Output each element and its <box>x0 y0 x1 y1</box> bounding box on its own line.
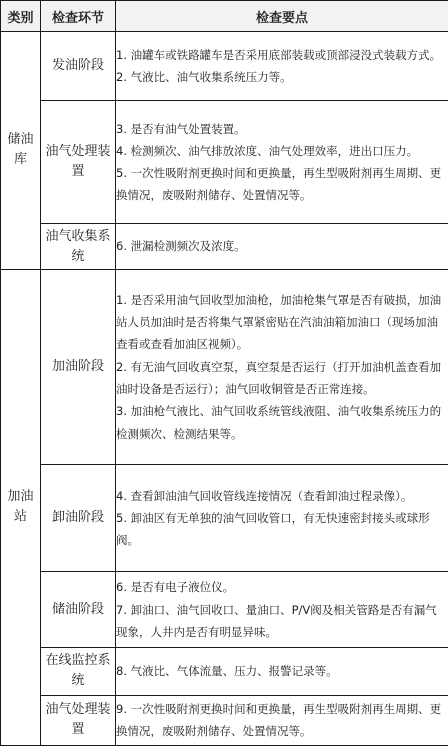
stage-cell: 油气处理装置 <box>41 100 116 223</box>
table-row <box>1 224 448 269</box>
points-cell <box>116 269 448 464</box>
check-point: 7. 卸油口、油气回收口、量油口、P/V阀及相关管路是否有漏气现象，人井内是否有明显异味。 <box>116 602 437 639</box>
points-cell <box>116 695 448 745</box>
points-cell <box>116 465 448 572</box>
stage-cell: 卸油阶段 <box>41 465 116 572</box>
check-point: 5. 一次性吸附剂更换时间和更换量，再生型吸附剂再生周期、更换情况，废吸附剂储存、处置情况等。 <box>116 166 442 203</box>
table-row <box>1 32 448 101</box>
table-row <box>1 100 448 223</box>
check-point: 6. 泄漏检测频次及浓度。 <box>116 239 246 254</box>
check-point: 2. 气液比、油气收集系统压力等。 <box>116 69 292 84</box>
stage-cell: 油气收集系统 <box>41 224 116 269</box>
check-point: 2. 有无油气回收真空泵，真空泵是否运行（打开加油机盖查看加油时设备是否运行）；油气回收铜管是否正常连接。 <box>116 359 442 397</box>
check-point: 6. 是否有电子液位仪。 <box>116 580 235 595</box>
table-row <box>1 695 448 745</box>
header-category: 类别 <box>1 1 41 32</box>
stage-cell: 加油阶段 <box>41 269 116 464</box>
points-cell <box>116 572 448 648</box>
category-cell <box>1 32 41 270</box>
header-row <box>1 1 448 32</box>
check-point: 4. 查看卸油油气回收管线连接情况（查看卸油过程录像）。 <box>116 488 413 503</box>
check-point: 3. 是否有油气处置装置。 <box>116 121 246 136</box>
points-cell <box>116 100 448 223</box>
table-row <box>1 572 448 648</box>
check-point: 8. 气液比、气体流量、压力、报警记录等。 <box>116 664 338 679</box>
table-row <box>1 648 448 695</box>
stage-cell: 储油阶段 <box>41 572 116 648</box>
points-cell <box>116 648 448 695</box>
category-cell <box>1 269 41 745</box>
category-label: 加油站 <box>7 489 34 525</box>
check-point: 5. 卸油区有无单独的油气回收管口，有无快速密封接头或球形阀。 <box>116 510 430 548</box>
header-stage: 检查环节 <box>41 1 116 32</box>
check-point: 9. 一次性吸附剂更换时间和更换量，再生型吸附剂再生周期、更换情况，废吸附剂储存、处置情况等。 <box>116 701 442 739</box>
check-point: 3. 加油枪气液比、油气回收系统管线液阻、油气收集系统压力的检测频次、检测结果等。 <box>116 404 442 441</box>
stage-cell: 在线监控系统 <box>41 648 116 695</box>
stage-cell: 发油阶段 <box>41 32 116 101</box>
category-label: 储油库 <box>7 132 34 168</box>
points-cell <box>116 224 448 269</box>
stage-cell: 油气处理装置 <box>41 695 116 745</box>
header-points: 检查要点 <box>116 1 448 32</box>
table-row <box>1 465 448 572</box>
check-point: 1. 油罐车或铁路罐车是否采用底部装载或顶部浸没式装载方式。 <box>116 47 442 62</box>
check-point: 4. 检测频次、油气排放浓度、油气处理效率，进出口压力。 <box>116 143 419 158</box>
table-row <box>1 269 448 464</box>
check-point: 1. 是否采用油气回收型加油枪，加油枪集气罩是否有破损，加油站人员加油时是否将集气罩紧密贴在汽油油箱加油口（现场加油查看或查看加油区视频）。 <box>116 292 442 352</box>
points-cell <box>116 32 448 101</box>
